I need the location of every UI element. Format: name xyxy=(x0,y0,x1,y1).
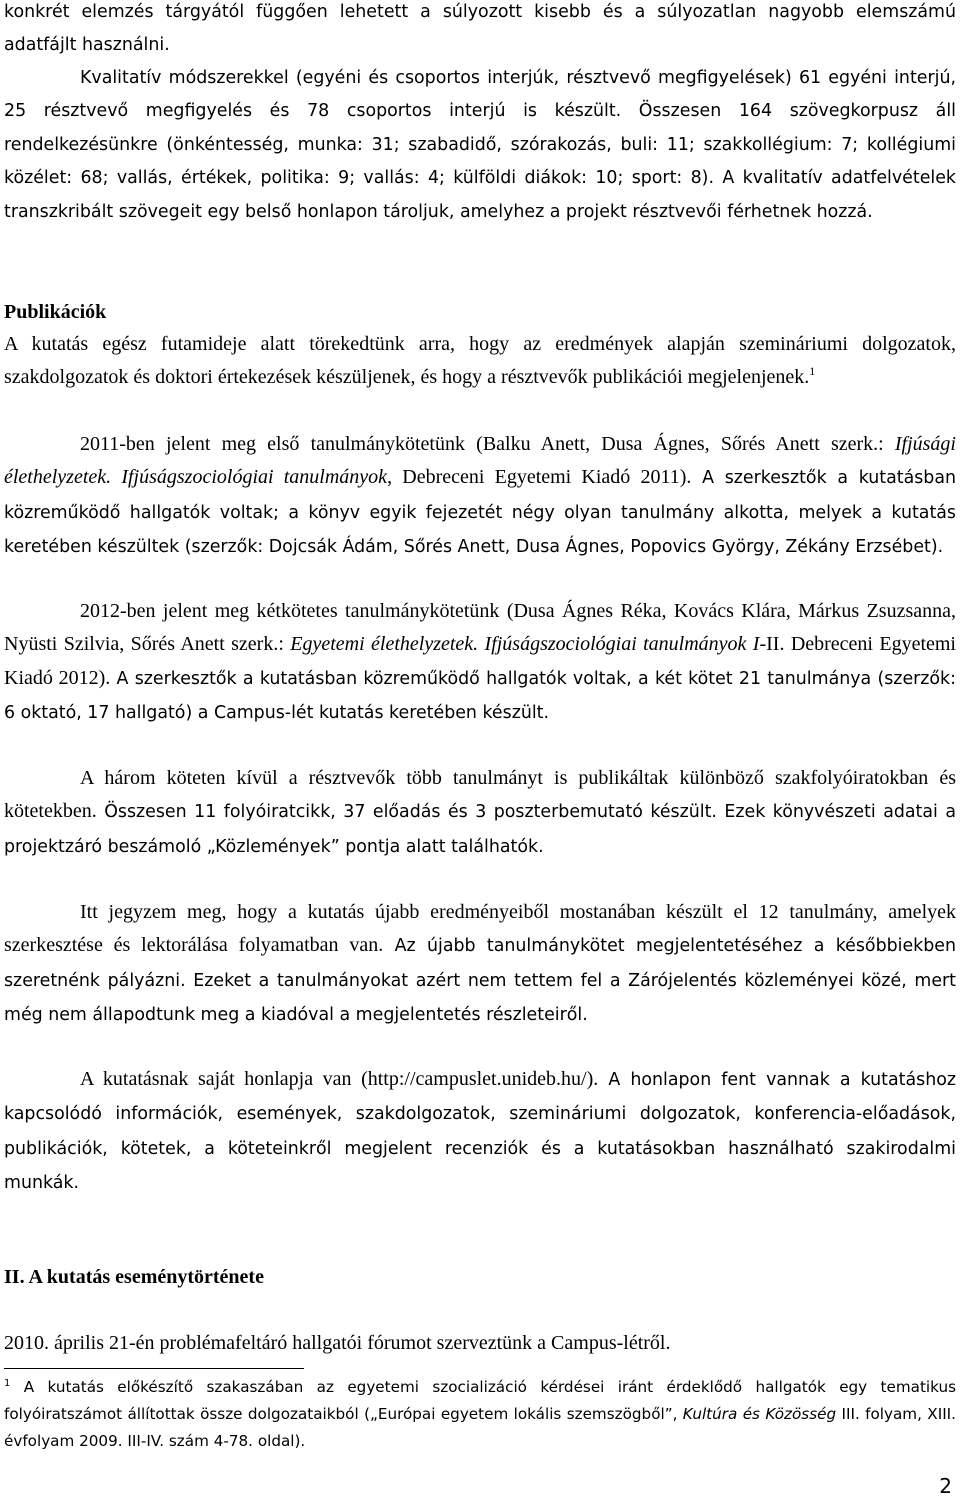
book-title-2012: Egyetemi élethelyzetek. Ifjúságszociológiai tanulmányok I xyxy=(290,633,760,656)
paragraph-publications-2-text-a: 2011-ben jelent meg első tanulmánykötetünk (Balku Anett, Dusa Ágnes, Sőrés Anett szerk.: xyxy=(80,433,895,455)
paragraph-publications-4-text-b: Összesen 11 folyóiratcikk, 37 előadás és 3 poszterbemutató készült. Ezek könyvészeti adatai a projektzáró beszámoló „Közlemények” pontja alatt találhatók. xyxy=(4,802,956,857)
page-number: 2 xyxy=(939,1474,952,1498)
paragraph-publications-3-text-c: -II. Debreceni Egyetemi Kiadó 2012). xyxy=(4,633,956,689)
heading-section-2: II. A kutatás eseménytörténete xyxy=(4,1266,264,1288)
paragraph-qualitative xyxy=(4,62,956,229)
footnote-1 xyxy=(4,1374,956,1455)
footnote-mark: 1 xyxy=(4,1378,11,1389)
paragraph-qualitative-text-b: Összesen 164 szövegkorpusz áll rendelkezésünkre (önkéntesség, munka: 31; szabadidő, szórakozás, buli: 11; szakkollégium: 7; kollégiumi közélet: 68; vallás, értékek, politika: 9; vallás: 4; külföldi diákok: 10; sport: 8). A kvalitatív adatfelvételek transzkribált szövegeit egy belső honlapon tároljuk, amelyhez a projekt résztvevői férhetnek hozzá. xyxy=(4,101,956,222)
paragraph-publications-2-text-c: , Debreceni Egyetemi Kiadó 2011). xyxy=(387,466,692,489)
paragraph-qualitative-text-a: Kvalitatív módszerekkel (egyéni és csoportos interjúk, résztvevő megfigyelések) 61 egyéni interjú, 25 résztvevő megfigyelés és 78 csoportos interjú is készült. xyxy=(4,68,956,122)
paragraph-publications-4 xyxy=(4,762,956,864)
paragraph-publications-3-text-d: A szerkesztők a kutatásban közreműködő hallgatók voltak, a két kötet 21 tanulmánya (szerzők: 6 oktató, 17 hallgató) a Campus-lét kutatás keretében készült. xyxy=(4,668,956,724)
footnote-reference: 1 xyxy=(809,364,816,379)
heading-publikaciok: Publikációk xyxy=(4,301,107,323)
paragraph-publications-5 xyxy=(4,896,956,1033)
footnote-journal-title: Kultúra és Közösség xyxy=(682,1405,837,1423)
paragraph-publications-3 xyxy=(4,595,956,731)
paragraph-publications-1 xyxy=(4,328,956,395)
paragraph-event-1 xyxy=(4,1327,956,1360)
footnote-text-a: A kutatás előkészítő szakaszában az egyetemi szocializáció kérdései iránt érdeklődő hallgatók egy tematikus folyóiratszámot állítottak össze dolgozataikból („Európai egyetem lokális szemszögből”, xyxy=(4,1378,956,1423)
paragraph-publications-6-text-b: A honlapon fent vannak a kutatáshoz kapcsolódó információk, események, szakdolgozatok, szemináriumi dolgozatok, konferencia-előadások, publikációk, kötetek, a köteteinkről megjelent recenziók és a kutatásokban használható szakirodalmi munkák. xyxy=(4,1070,956,1194)
paragraph-intro-text: konkrét elemzés tárgyától függően lehetett a súlyozott kisebb és a súlyozatlan nagyobb elemszámú adatfájlt használni. xyxy=(4,2,956,56)
paragraph-publications-5-text-b: Az újabb tanulmánykötet megjelentetéséhez a későbbiekben szeretnénk pályázni. Ezeket a tanulmányokat azért nem tettem fel a Zárójelentés közleményei közé, mert még nem állapodtunk meg a kiadóval a megjelentetés részleteiről. xyxy=(4,936,957,1026)
book-title-2011: Ifjúsági élethelyzetek. Ifjúságszociológiai tanulmányok xyxy=(4,433,956,489)
paragraph-publications-1-text: A kutatás egész futamideje alatt törekedtünk arra, hogy az eredmények alapján szemináriumi dolgozatok, szakdolgozatok és doktori értekezések készüljenek, és hogy a résztvevők publikációi megjelenjenek. xyxy=(4,333,956,389)
paragraph-publications-6 xyxy=(4,1063,956,1201)
footnote-text-c: III. folyam, XIII. évfolyam 2009. III-IV. szám 4-78. oldal). xyxy=(4,1405,956,1450)
footnote-separator xyxy=(4,1368,304,1369)
paragraph-publications-3-text-a: 2012-ben jelent meg kétkötetes tanulmánykötetünk (Dusa Ágnes Réka, Kovács Klára, Márkus Zsuzsanna, Nyüsti Szilvia, Sőrés Anett szerk.: xyxy=(4,600,956,656)
paragraph-event-1-text: 2010. április 21-én problémafeltáró hallgatói fórumot szerveztünk a Campus-létről. xyxy=(4,1332,671,1354)
paragraph-publications-2 xyxy=(4,428,956,565)
paragraph-intro xyxy=(4,0,956,63)
paragraph-publications-5-text-a: Itt jegyzem meg, hogy a kutatás újabb eredményeiből mostanában készült el 12 tanulmány, amelyek szerkesztése és lektorálása folyamatban van. xyxy=(4,901,956,957)
paragraph-publications-2-text-d: A szerkesztők a kutatásban közreműködő hallgatók voltak; a könyv egyik fejezetét négy olyan tanulmány alkotta, melyek a kutatás keretében készültek (szerzők: Dojcsák Ádám, Sőrés Anett, Dusa Ágnes, Popovics György, Zékány Erzsébet). xyxy=(4,468,957,558)
paragraph-publications-4-text-a: A három köteten kívül a résztvevők több tanulmányt is publikáltak különböző szakfolyóiratokban és kötetekben. xyxy=(4,767,956,823)
paragraph-publications-6-text-a: A kutatásnak saját honlapja van (http://campuslet.unideb.hu/). xyxy=(80,1068,599,1090)
